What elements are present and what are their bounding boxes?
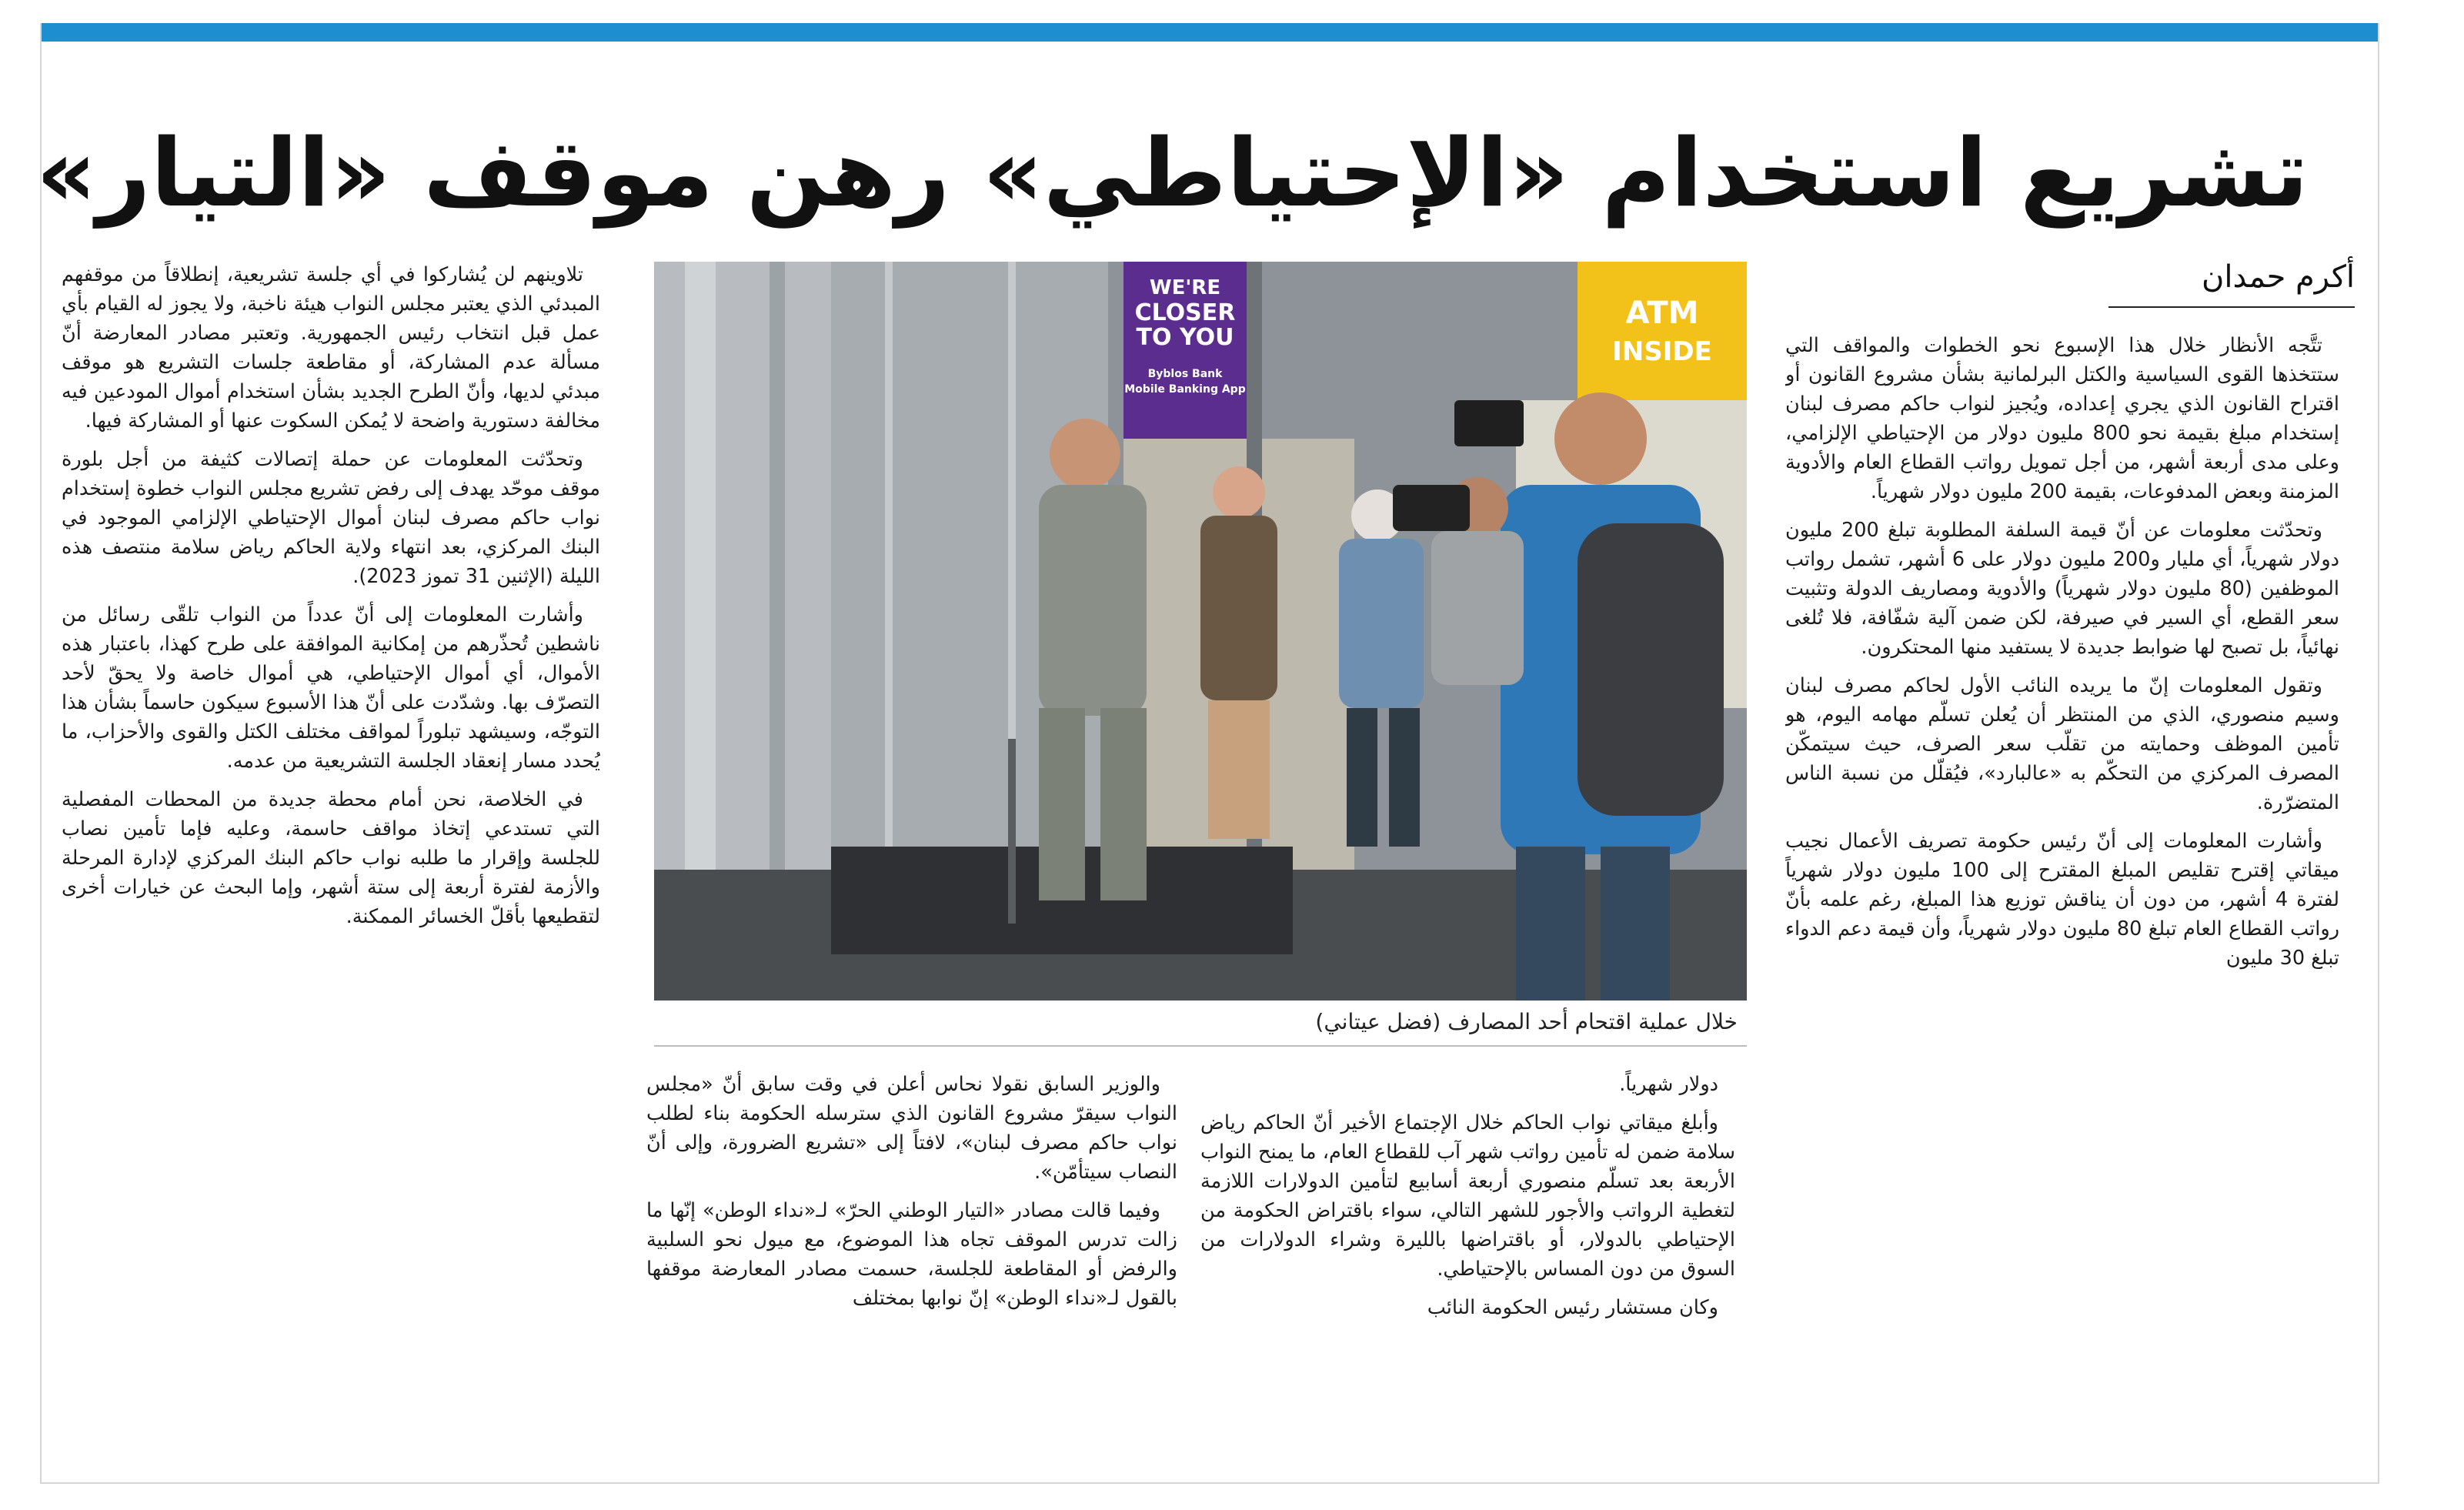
paragraph: وأشارت المعلومات إلى أنّ رئيس حكومة تصريف الأعمال نجيب ميقاتي إقترح تقليص المبلغ المقترح إلى 100 مليون دولار شهرياً لفترة 4 أشهر، من دون أن يناقش توزيع هذا المبلغ، رغم علمه بأنّ رواتب القطاع العام تبلغ 80 مليون دولار شهرياً، وأن قيمة دعم الدواء تبلغ 30 مليون [1785,830,2339,970]
paragraph: وكان مستشار رئيس الحكومة النائب [1427,1296,1718,1319]
paragraph: تلاوينهم لن يُشاركوا في أي جلسة تشريعية، إنطلاقاً من موقفهم المبدئي الذي يعتبر مجلس النواب هيئة ناخبة، ولا يجوز له القيام بأي عمل قبل انتخاب رئيس الجمهورية. وتعتبر مصادر المعارضة أنّ مسألة عدم المشاركة، أو مقاطعة جلسات التشريع هو موقف مبدئي لديها، وأنّ الطرح الجديد بشأن استخدام أموال المودعين فيه مخالفة دستورية واضحة لا يُمكن السكوت عنها أو المشاركة فيها. [62,263,600,433]
poster-text: Mobile Banking App [1124,383,1246,396]
paragraph: تتَّجه الأنظار خلال هذا الإسبوع نحو الخطوات والمواقف التي ستتخذها القوى السياسية والكتل البرلمانية بشأن مشروع القانون أو اقتراح القانون الذي يجري إعداده، ويُجيز لنواب حاكم مصرف لبنان إستخدام مبلغ بقيمة نحو 800 مليون دولار من الإحتياطي الإلزامي، وعلى مدى أربعة أشهر، من أجل تمويل رواتب القطاع العام والأدوية المزمنة وبعض المدفوعات، بقيمة 200 مليون دولار شهرياً. [1785,334,2339,503]
author-byline: أكرم حمدان [2108,254,2355,308]
article-column-4 [62,260,600,1461]
poster-text: TO YOU [1136,324,1234,351]
article-headline: تشريع استخدام «الإحتياطي» رهن موقف «التيار» [35,119,2309,228]
paragraph: وفيما قالت مصادر «التيار الوطني الحرّ» لـ«نداء الوطن» إنّها ما زالت تدرس الموقف تجاه هذا الموضوع، مع ميول نحو السلبية والرفض أو المقاطعة للجلسة، حسمت مصادر المعارضة موقفها بالقول لـ«نداء الوطن» إنّ نوابها بمختلف [646,1199,1177,1310]
paragraph: وتقول المعلومات إنّ ما يريده النائب الأول لحاكم مصرف لبنان وسيم منصوري، الذي من المنتظر أن يُعلن تسلّم مهامه اليوم، هو تأمين الموظف وحمايته من تقلّب سعر الصرف، حيث سيتمكّن المصرف المركزي من التحكّم به «عالبارد»، فيُقلّل من نسبة الناس المتضرّرة. [1785,674,2339,814]
paragraph: في الخلاصة، نحن أمام محطة جديدة من المحطات المفصلية التي تستدعي إتخاذ مواقف حاسمة، وعليه فإما تأمين نصاب للجلسة وإقرار ما طلبه نواب حاكم البنك المركزي لإدارة المرحلة والأزمة لفترة أربعة إلى ستة أشهر، وإما البحث عن خيارات أخرى لتقطيعها بأقلّ الخسائر الممكنة. [62,788,600,928]
poster-text: Byblos Bank [1147,368,1223,380]
backpack [1578,523,1724,816]
phone-camera [1454,400,1524,446]
paragraph: وأشارت المعلومات إلى أنّ عدداً من النواب تلقّى رسائل من ناشطين تُحذّرهم من إمكانية الموافقة على طرح كهذا، باعتبار هذه الأموال، أي أموال الإحتياطي، هي أموال خاصة ولا يحقّ لأحد التصرّف بها. وشدّدت على أنّ هذا الأسبوع سيكون حاسماً بشأن هذا التوجّه، وسيشهد تبلوراً لمواقف مختلف الكتل والقوى والأحزاب، ما يُحدد مسار إنعقاد الجلسة التشريعية من عدمه. [62,603,600,773]
paragraph: وتحدّثت المعلومات عن حملة إتصالات كثيفة من أجل بلورة موقف موحّد يهدف إلى رفض تشريع مجلس النواب خطوة إستخدام نواب حاكم مصرف لبنان أموال الإحتياطي الإلزامي الموجود في البنك المركزي، بعد انتهاء ولاية الحاكم رياض سلامة منتصف هذه الليلة (الإثنين 31 تموز 2023). [62,448,600,588]
paragraph: وتحدّثت معلومات عن أنّ قيمة السلفة المطلوبة تبلغ 200 مليون دولار شهرياً، أي مليار و200 مليون دولار على 6 أشهر، تشمل رواتب الموظفين (80 مليون دولار شهرياً) والأدوية ومصاريف الدولة وتثبيت سعر القطع، أي السير في صيرفة، لكن ضمن آلية شفّافة، فلا تُلغى نهائياً، بل تصبح لها ضوابط جديدة لا يستفيد منها المحتكرون. [1785,519,2339,659]
poster-text: CLOSER [1134,299,1236,326]
poster-text: WE'RE [1149,276,1221,299]
article-column-1 [1785,331,2339,1470]
article-photo [654,262,1747,1001]
paragraph: دولار شهرياً. [1619,1073,1718,1096]
atm-sign-text: ATM [1625,296,1699,331]
photo-caption: خلال عملية اقتحام أحد المصارف (فضل عيتاني) [1315,1009,1738,1034]
article-column-3 [646,1070,1177,1470]
caption-divider [654,1045,1747,1047]
paragraph: وأبلغ ميقاتي نواب الحاكم خلال الإجتماع الأخير أنّ الحاكم رياض سلامة ضمن له تأمين رواتب شهر آب للقطاع العام، ما يمنح النواب الأربعة بعد تسلّم منصوري أربعة أسابيع لتأمين الدولارات اللازمة لتغطية الرواتب والأجور للشهر التالي، سواء باقتراض الحكومة من الإحتياطي بالدولار، أو باقتراضها بالليرة وشراء الدولارات من السوق من دون المساس بالإحتياطي. [1200,1111,1735,1281]
bank-raid-photo-illustration [654,262,1747,1001]
article-column-2 [1200,1070,1735,1470]
paragraph: والوزير السابق نقولا نحاس أعلن في وقت سابق أنّ «مجلس النواب سيقرّ مشروع القانون الذي سترسله الحكومة بناء لطلب نواب حاكم مصرف لبنان»، لافتاً إلى «تشريع الضرورة، وإلى أنّ النصاب سيتأمّن». [646,1073,1177,1184]
atm-sign-text: INSIDE [1612,336,1712,367]
